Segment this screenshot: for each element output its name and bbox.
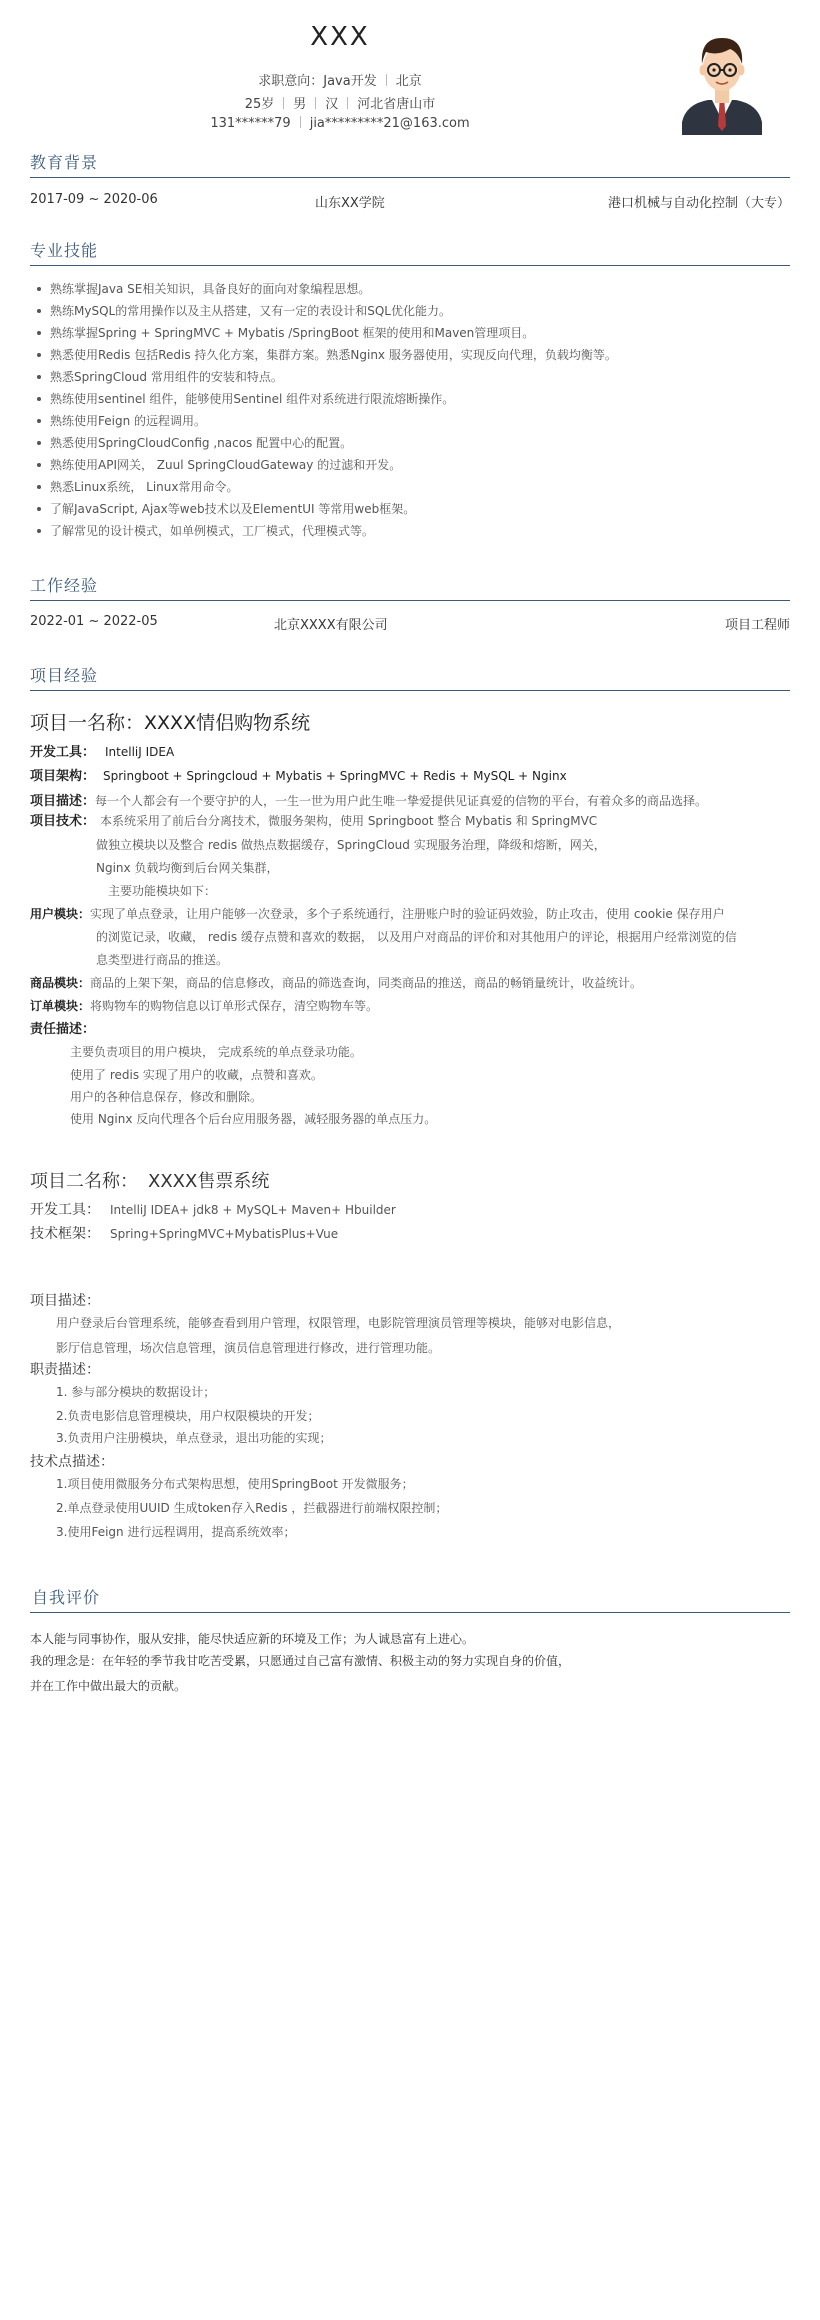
school-name: 山东XX学院	[315, 196, 385, 211]
skill-item: 熟练掌握Spring + SpringMVC + Mybatis /SpringBoot 框架的使用和Maven管理项目。	[30, 322, 790, 344]
job-position: 项目工程师	[724, 618, 790, 633]
project2-arch-value: Spring+SpringMVC+MybatisPlus+Vue	[110, 1227, 339, 1241]
work-divider	[30, 600, 790, 601]
intent-city: 北京	[395, 74, 422, 89]
project1-user-module	[30, 905, 725, 922]
company-name: 北京XXXX有限公司	[274, 618, 388, 633]
project1-user-line: 息类型进行商品的推送。	[96, 953, 229, 967]
project2-tech-label: 技术点描述：	[30, 1454, 114, 1470]
project2-duty-line: 2.负责电影信息管理模块，用户权限模块的开发；	[56, 1409, 320, 1423]
avatar	[680, 30, 764, 135]
skill-item: 了解常见的设计模式，如单例模式，工厂模式，代理模式等。	[30, 520, 790, 542]
project1-name-value: XXXX情侣购物系统	[144, 712, 311, 734]
project1-duty-line: 主要负责项目的用户模块， 完成系统的单点登录功能。	[70, 1045, 362, 1059]
project2-tools-label: 开发工具：	[30, 1202, 100, 1218]
skill-item: 熟练使用Feign 的远程调用。	[30, 410, 790, 432]
skill-item: 了解JavaScript, Ajax等web技术以及ElementUI 等常用web框架。	[30, 498, 790, 520]
project1-goods-module	[30, 974, 642, 991]
education-divider	[30, 177, 790, 178]
project1-desc	[30, 790, 707, 809]
project1-tech-label: 项目技术：	[30, 814, 96, 829]
project2-duty-label: 职责描述：	[30, 1362, 100, 1378]
self-line: 本人能与同事协作，服从安排，能尽快适应新的环境及工作；为人诚恳富有上进心。	[30, 1632, 475, 1646]
project1-name	[30, 708, 310, 735]
skill-item: 熟悉使用Redis 包括Redis 持久化方案，集群方案。熟悉Nginx 服务器使用，实现反向代理，负载均衡等。	[30, 344, 790, 366]
project1-desc-value: 每一个人都会有一个要守护的人，一生一世为用户此生唯一挚爱提供见证真爱的信物的平台，有着众多的商品选择。	[95, 794, 708, 808]
project1-order-value: 将购物车的购物信息以订单形式保存，清空购物车等。	[90, 999, 379, 1013]
education-period: 2017-09 ~ 2020-06	[30, 192, 158, 207]
project1-order-label: 订单模块：	[30, 999, 91, 1013]
email: jia*********21@163.com	[309, 116, 470, 131]
self-title: 自我评价	[32, 1588, 101, 1607]
project1-user-label: 用户模块：	[30, 907, 91, 921]
work-period: 2022-01 ~ 2022-05	[30, 614, 158, 629]
project2-name-label: 项目二名称：	[30, 1171, 138, 1192]
skill-item: 熟练使用sentinel 组件，能够使用Sentinel 组件对系统进行限流熔断操作。	[30, 388, 790, 410]
project1-name-label: 项目一名称：	[30, 712, 145, 734]
skill-item: 熟练MySQL的常用操作以及主从搭建，又有一定的表设计和SQL优化能力。	[30, 300, 790, 322]
skill-item: 熟练掌握Java SE相关知识，具备良好的面向对象编程思想。	[30, 278, 790, 300]
project2-tech-line: 2.单点登录使用UUID 生成token存入Redis ，拦截器进行前端权限控制；	[56, 1501, 448, 1515]
project2-tech-line: 1.项目使用微服务分布式架构思想，使用SpringBoot 开发微服务；	[56, 1477, 414, 1491]
project2-tools	[30, 1199, 396, 1219]
project1-desc-label: 项目描述：	[30, 794, 96, 809]
project2-duty-line: 1. 参与部分模块的数据设计；	[56, 1385, 216, 1399]
project1-order-module	[30, 997, 378, 1014]
project2-tools-value: IntelliJ IDEA+ jdk8 + MySQL+ Maven+ Hbuilder	[110, 1203, 396, 1217]
skill-item: 熟悉Linux系统， Linux常用命令。	[30, 476, 790, 498]
skills-title: 专业技能	[30, 241, 99, 260]
project1-goods-label: 商品模块：	[30, 976, 91, 990]
work-title: 工作经验	[30, 576, 99, 595]
project1-duty-line: 使用 Nginx 反向代理各个后台应用服务器，减轻服务器的单点压力。	[70, 1112, 437, 1126]
project1-tools	[30, 741, 174, 760]
project1-tools-value: IntelliJ IDEA	[105, 745, 175, 759]
project1-user-line: 实现了单点登录，让用户能够一次登录，多个子系统通行，注册账户时的验证码效验，防止攻击，使用 cookie 保存用户	[90, 907, 725, 921]
project2-duty-line: 3.负责用户注册模块，单点登录，退出功能的实现；	[56, 1431, 332, 1445]
project2-arch	[30, 1223, 338, 1243]
self-line: 并在工作中做出最大的贡献。	[30, 1679, 187, 1693]
project2-name-value: XXXX售票系统	[148, 1171, 270, 1192]
contact-line	[0, 116, 680, 131]
project1-tech-line: Nginx 负载均衡到后台网关集群，	[96, 861, 279, 875]
major: 港口机械与自动化控制（大专）	[607, 196, 790, 211]
project1-arch	[30, 765, 567, 784]
skill-item: 熟悉使用SpringCloudConfig ,nacos 配置中心的配置。	[30, 432, 790, 454]
project1-arch-label: 项目架构：	[30, 769, 96, 784]
project1-goods-value: 商品的上架下架，商品的信息修改，商品的筛选查询，同类商品的推送，商品的畅销量统计，收益统计。	[90, 976, 643, 990]
project2-tech-line: 3.使用Feign 进行远程调用，提高系统效率；	[56, 1525, 296, 1539]
projects-divider	[30, 690, 790, 691]
skills-list	[30, 278, 790, 542]
project2-desc-label: 项目描述：	[30, 1293, 100, 1309]
project1-duty-line: 用户的各种信息保存，修改和删除。	[70, 1090, 263, 1104]
project2-name	[30, 1167, 269, 1193]
gender: 男	[293, 97, 307, 112]
project1-tools-label: 开发工具：	[30, 745, 96, 760]
skills-divider	[30, 265, 790, 266]
project1-tech-line: 本系统采用了前后台分离技术，微服务架构，使用 Springboot 整合 Mybatis 和 SpringMVC	[100, 814, 598, 828]
age: 25岁	[244, 97, 275, 112]
self-line: 我的理念是：在年轻的季节我甘吃苦受累，只愿通过自己富有激情、积极主动的努力实现自身的价值，	[30, 1654, 571, 1668]
candidate-name: XXX	[310, 22, 370, 52]
project1-arch-value: Springboot + Springcloud + Mybatis + SpringMVC + Redis + MySQL + Nginx	[103, 769, 567, 783]
self-divider	[30, 1612, 790, 1613]
skill-item: 熟悉SpringCloud 常用组件的安装和特点。	[30, 366, 790, 388]
hometown: 河北省唐山市	[357, 97, 436, 112]
education-title: 教育背景	[30, 153, 99, 172]
project1-user-line: 的浏览记录，收藏， redis 缓存点赞和喜欢的数据， 以及用户对商品的评价和对其他用户的评论，根据用户经常浏览的信	[96, 930, 737, 944]
intent-line	[0, 70, 680, 89]
ethnicity: 汉	[325, 97, 339, 112]
project2-desc-line: 影厅信息管理，场次信息管理，演员信息管理进行修改，进行管理功能。	[56, 1341, 441, 1355]
project1-tech-line: 主要功能模块如下：	[108, 884, 217, 898]
projects-title: 项目经验	[30, 666, 99, 685]
project1-duty-line: 使用了 redis 实现了用户的收藏，点赞和喜欢。	[70, 1068, 323, 1082]
project2-desc-line: 用户登录后台管理系统，能够查看到用户管理，权限管理，电影院管理演员管理等模块，能够对电影信息，	[56, 1316, 621, 1330]
phone: 131******79	[210, 116, 291, 131]
project1-tech-line: 做独立模块以及整合 redis 做热点数据缓存，SpringCloud 实现服务治理，降级和熔断，网关，	[96, 838, 606, 852]
basic-info-line	[0, 93, 680, 112]
skill-item: 熟练使用API网关， Zuul SpringCloudGateway 的过滤和开发。	[30, 454, 790, 476]
project2-arch-label: 技术框架：	[30, 1226, 100, 1242]
job-intent: 求职意向：Java开发	[258, 74, 377, 89]
project1-duty-label: 责任描述：	[30, 1022, 96, 1037]
